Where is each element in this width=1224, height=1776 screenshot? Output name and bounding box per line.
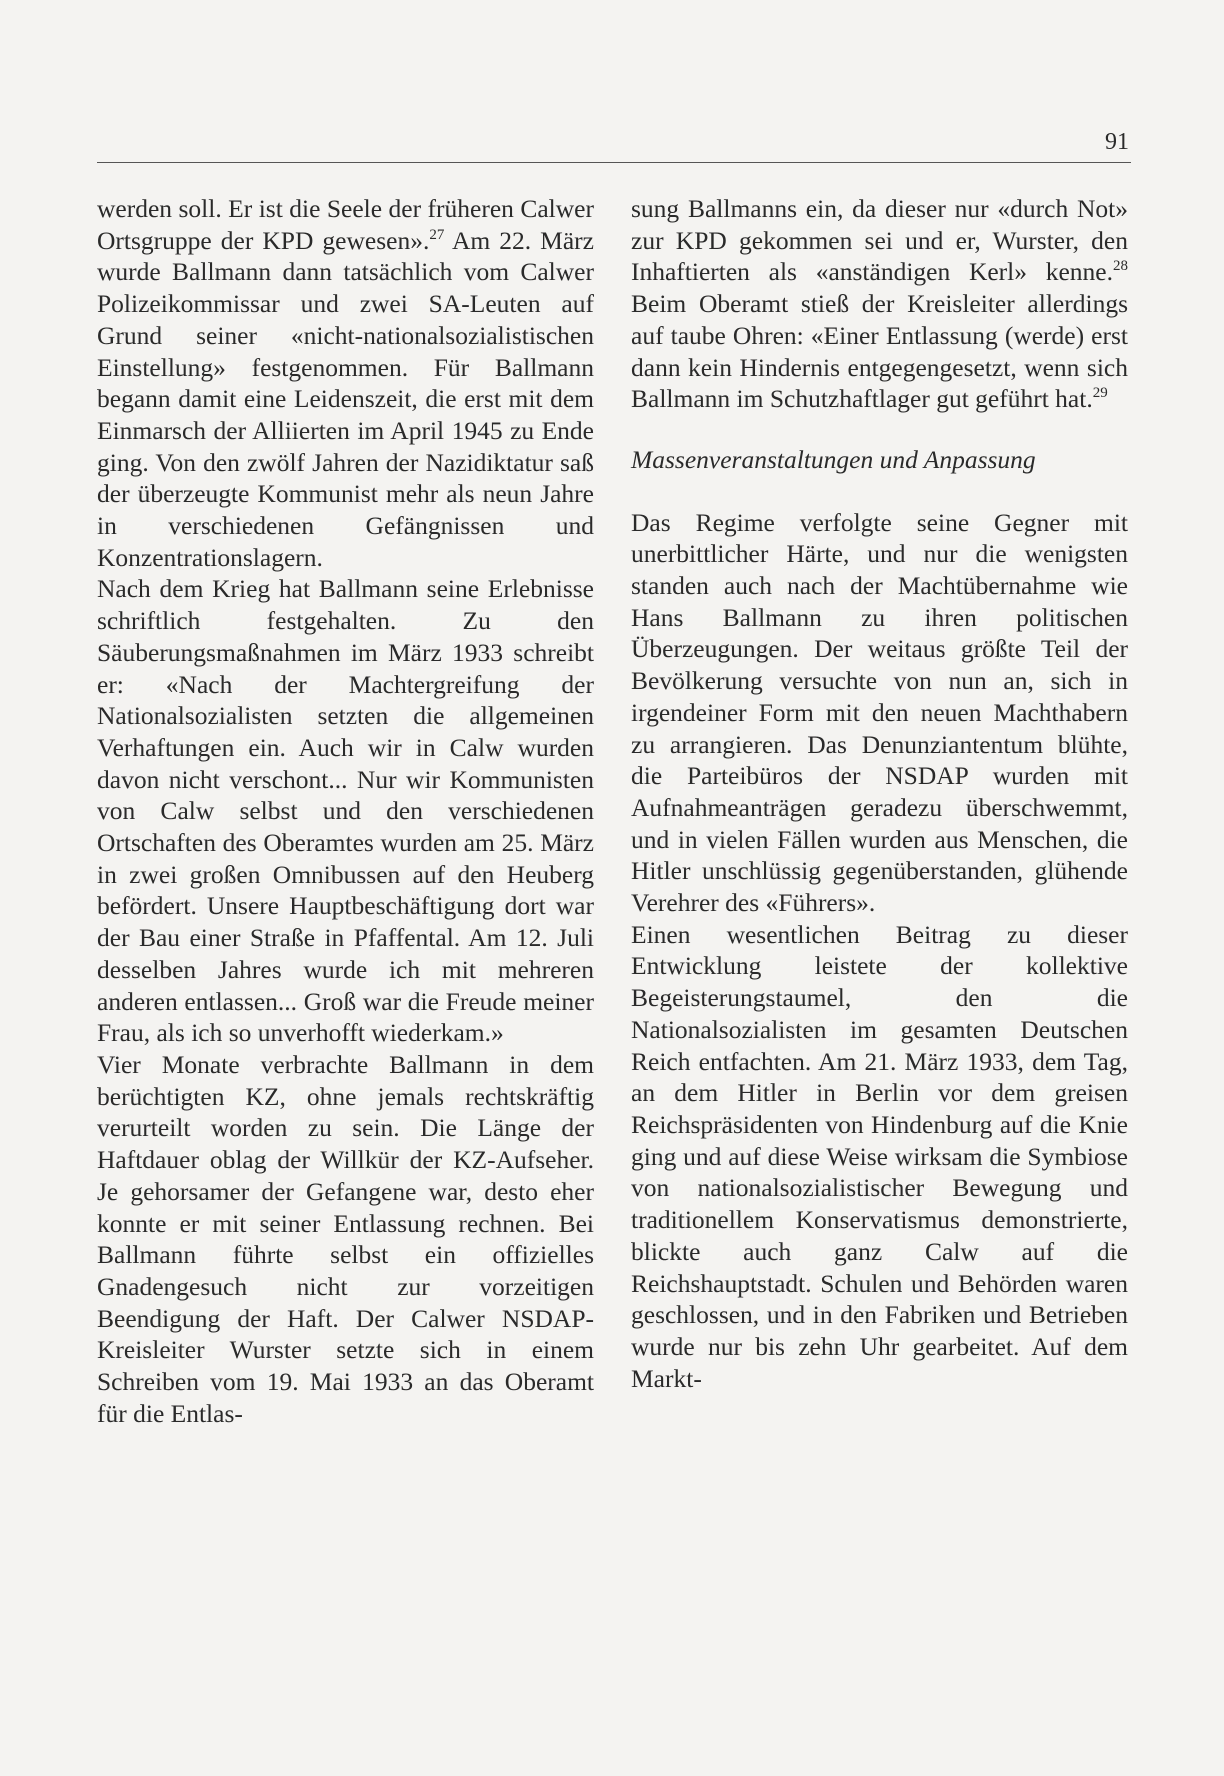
paragraph: Einen wesentlichen Beitrag zu dieser Entwicklung leistete der kollektive Begeisterungstaumel, den die Nationalsozialisten im gesamten Deutschen Reich entfachten. Am 21. März 1933, dem Tag, an dem Hitler in Berlin vor dem greisen Reichspräsidenten von Hindenburg auf die Knie ging und auf diese Weise wirksam die Symbiose von nationalsozialistischer Bewegung und traditionellem Konservatismus demonstrierte, blickte auch ganz Calw auf die Reichshauptstadt. Schulen und Behörden waren geschlossen, und in den Fabriken und Betrieben wurde nur bis zehn Uhr gearbeitet. Auf dem Markt-	[631, 919, 1128, 1393]
paragraph	[631, 193, 1128, 415]
paragraph: Das Regime verfolgte seine Gegner mit unerbittlicher Härte, und nur die wenigsten standen auch nach der Machtübernahme wie Hans Ballmann zu ihren politischen Überzeugungen. Der weitaus größte Teil der Bevölkerung versuchte von nun an, sich in irgendeiner Form mit den neuen Machthabern zu arrangieren. Das Denunziantentum blühte, die Parteibüros der NSDAP wurden mit Aufnahmeanträgen geradezu überschwemmt, und in vielen Fällen wurden aus Menschen, die Hitler unschlüssig gegenüberstanden, glühende Verehrer des «Führers».	[631, 507, 1128, 918]
footnote-ref: 27	[429, 226, 445, 243]
section-heading: Massenveranstaltungen und Anpassung	[631, 444, 1036, 474]
paragraph	[97, 193, 594, 573]
footnote-ref: 28	[1113, 258, 1128, 275]
left-column	[97, 193, 594, 1429]
paragraph-text: sung Ballmanns ein, da dieser nur «durch Not» zur KPD gekommen sei und er, Wurster, den Inhaftierten als «anständigen Kerl» kenne.	[631, 194, 1128, 287]
paragraph: Nach dem Krieg hat Ballmann seine Erlebnisse schriftlich festgehalten. Zu den Säuberungsmaßnahmen im März 1933 schreibt er: «Nach der Machtergreifung der Nationalsozialisten setzten die allgemeinen Verhaftungen ein. Auch wir in Calw wurden davon nicht verschont... Nur wir Kommunisten von Calw selbst und den verschiedenen Ortschaften des Oberamtes wurden am 25. März in zwei großen Omnibussen auf den Heuberg befördert. Unsere Hauptbeschäftigung dort war der Bau einer Straße in Pfaffental. Am 12. Juli desselben Jahres wurde ich mit mehreren anderen entlassen... Groß war die Freude meiner Frau, als ich so unverhofft wiederkam.»	[97, 574, 594, 1048]
paragraph-text: Beim Oberamt stieß der Kreisleiter allerdings auf taube Ohren: «Einer Entlassung (werde) erst dann kein Hindernis entgegengesetzt, wenn sich Ballmann im Schutzhaftlager gut geführt hat.	[631, 289, 1128, 414]
right-column	[631, 193, 1128, 1394]
paragraph-text: Am 22. März wurde Ballmann dann tatsächlich vom Calwer Polizeikommissar und zwei SA-Leuten auf Grund seiner «nicht-nationalsozialistischen Einstellung» festgenommen. Für Ballmann begann damit eine Leidenszeit, die erst mit dem Einmarsch der Alliierten im April 1945 zu Ende ging. Von den zwölf Jahren der Nazidiktatur saß der überzeugte Kommunist mehr als neun Jahre in verschiedenen Gefängnissen und Konzentrationslagern.	[97, 225, 594, 572]
footnote-ref: 29	[1092, 385, 1108, 402]
paragraph: Vier Monate verbrachte Ballmann in dem berüchtigten KZ, ohne jemals rechtskräftig verurteilt worden zu sein. Die Länge der Haftdauer oblag der Willkür der KZ-Aufseher. Je gehorsamer der Gefangene war, desto eher konnte er mit seiner Entlassung rechnen. Bei Ballmann führte selbst ein offizielles Gnadengesuch nicht zur vorzeitigen Beendigung der Haft. Der Calwer NSDAP-Kreisleiter Wurster setzte sich in einem Schreiben vom 19. Mai 1933 an das Oberamt für die Entlas-	[97, 1049, 594, 1428]
page-number: 91	[1105, 129, 1129, 155]
paragraph-text: werden soll. Er ist die Seele der früheren Calwer Ortsgruppe der KPD gewesen».	[97, 194, 594, 255]
header-rule	[97, 162, 1131, 163]
